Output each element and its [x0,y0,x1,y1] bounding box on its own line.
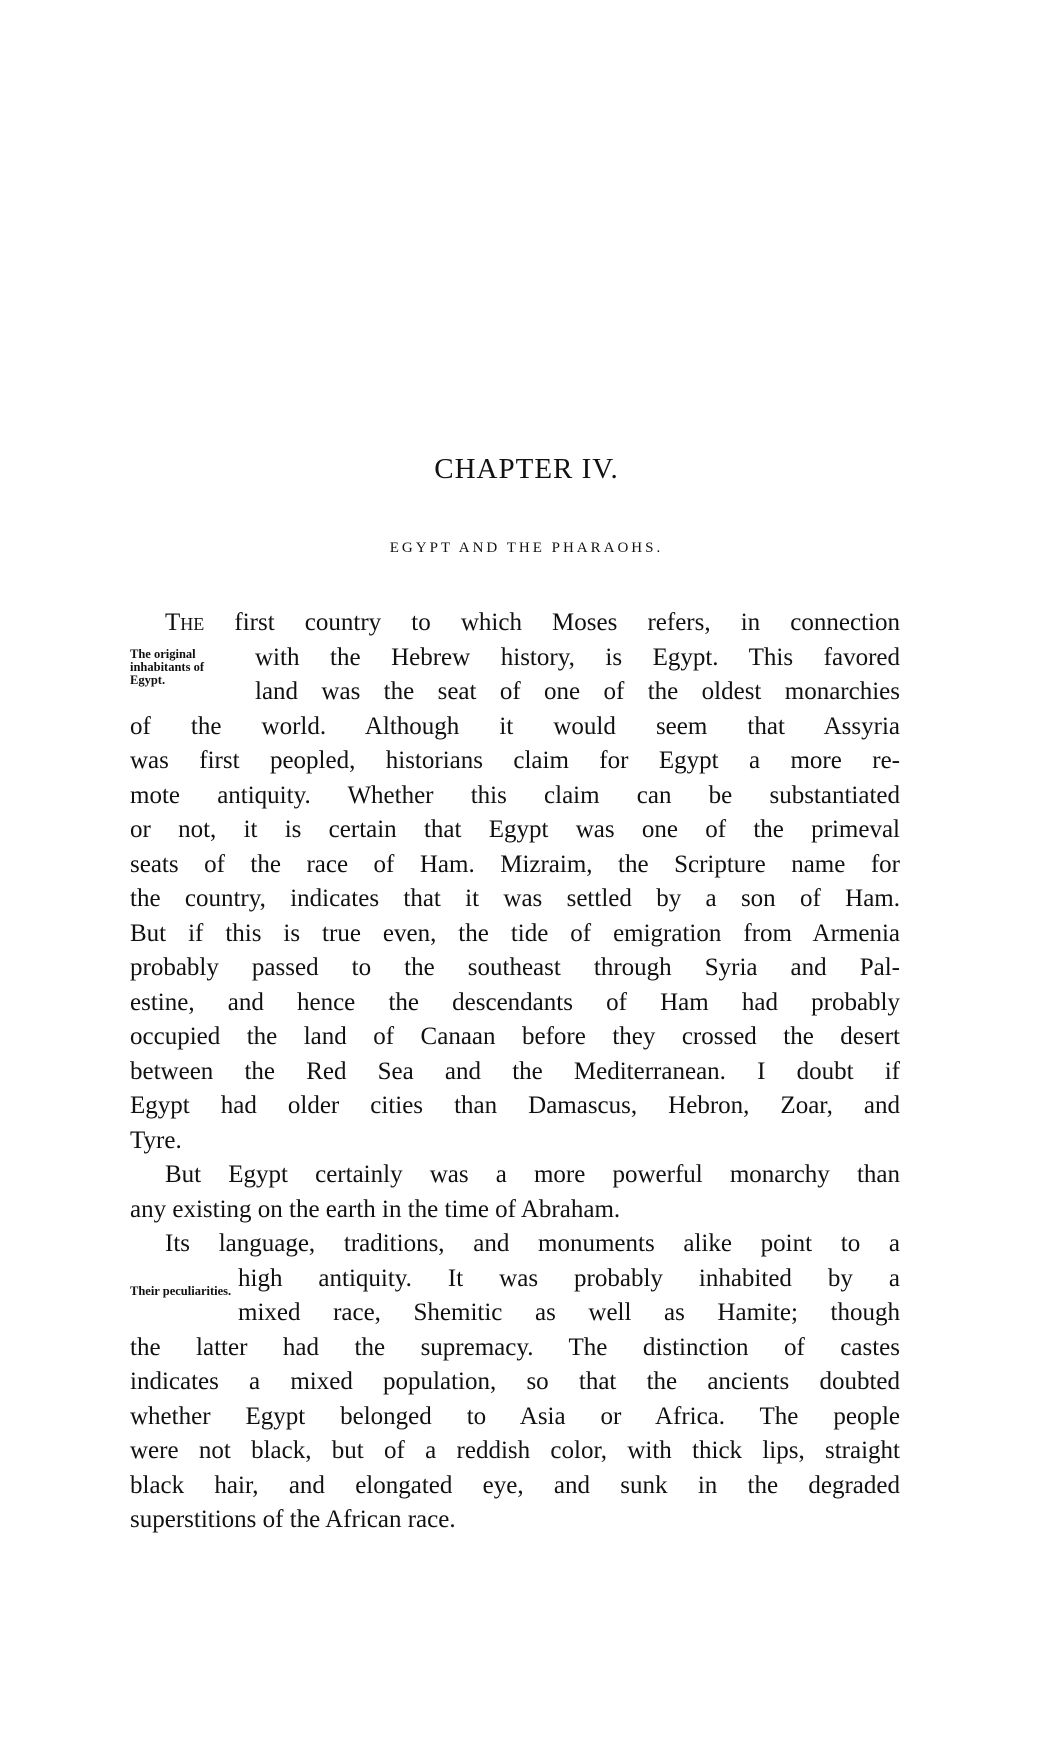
text-line: But if this is true even, the tide of emigration from Armenia [130,919,900,947]
text-line: Its language, traditions, and monuments alike point to a [165,1230,900,1257]
text-line: indicates a mixed population, so that the ancients doubted [130,1368,900,1395]
margin-note-original-inhabitants: The original inhabitants of Egypt. [130,647,204,687]
text-line: were not black, but of a reddish color, with thick lips, straight [130,1437,900,1464]
text-line: with the Hebrew history, is Egypt. This favored [255,643,900,671]
text-line [130,606,900,641]
text-line: black hair, and elongated eye, and sunk in the degraded [130,1471,900,1499]
text-line: But Egypt certainly was a more powerful monarchy than [165,1161,900,1188]
text-line: mixed race, Shemitic as well as Hamite; though [238,1299,900,1326]
text-line-rest: first country to which Moses refers, in connection [204,609,900,636]
text-line: Tyre. [130,1126,182,1154]
text-line: any existing on the earth in the time of Abraham. [130,1195,621,1223]
text-line: the latter had the supremacy. The distinction of castes [130,1333,900,1361]
text-line: or not, it is certain that Egypt was one of the primeval [130,816,900,843]
text-line: occupied the land of Canaan before they crossed the desert [130,1023,900,1050]
text-line: probably passed to the southeast through Syria and Pal- [130,954,900,981]
body-text [130,606,900,1538]
text-line: between the Red Sea and the Mediterranean. I doubt if [130,1057,900,1085]
text-line: of the world. Although it would seem that Assyria [130,712,900,740]
text-line: mote antiquity. Whether this claim can be substantiated [130,781,900,809]
chapter-title: CHAPTER IV. [434,453,619,485]
text-line: land was the seat of one of the oldest monarchies [255,678,900,705]
chapter-subtitle: EGYPT AND THE PHARAOHS. [389,540,664,556]
text-line: high antiquity. It was probably inhabited by a [238,1264,900,1292]
text-line: seats of the race of Ham. Mizraim, the Scripture name for [130,850,900,878]
margin-note-peculiarities: Their peculiarities. [130,1284,232,1298]
text-line: was first peopled, historians claim for Egypt a more re- [130,747,900,774]
text-line: Egypt had older cities than Damascus, Hebron, Zoar, and [130,1092,900,1119]
text-line: superstitions of the African race. [130,1506,456,1533]
drop-lead-word: The [165,609,205,636]
text-line: estine, and hence the descendants of Ham had probably [130,988,900,1016]
text-line: whether Egypt belonged to Asia or Africa. The people [130,1402,900,1430]
text-line: the country, indicates that it was settled by a son of Ham. [130,885,900,912]
